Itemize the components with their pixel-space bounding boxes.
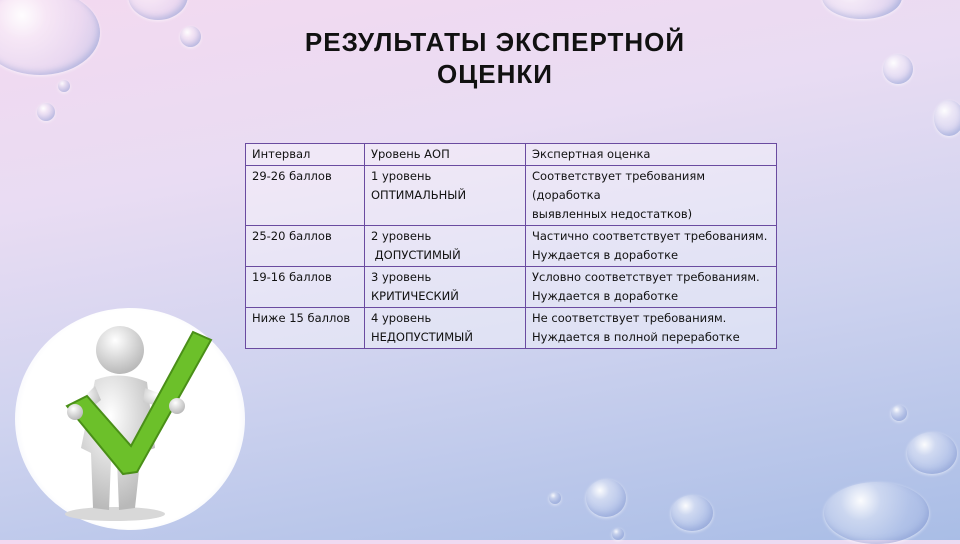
figure-illustration: [15, 308, 245, 530]
table-row: [246, 308, 777, 349]
water-bubble: [128, 0, 188, 20]
level-number: 2 уровень: [371, 229, 432, 243]
table-row: [246, 267, 777, 308]
table-header-cell: Уровень АОП: [365, 144, 526, 166]
level-number: 3 уровень: [371, 270, 432, 284]
rating-text: Соответствует требованиям (доработка: [532, 169, 705, 202]
rating-text: Нуждается в полной переработке: [532, 330, 740, 344]
water-bubble: [180, 26, 201, 47]
table-row: [246, 226, 777, 267]
level-name: КРИТИЧЕСКИЙ: [371, 289, 459, 303]
water-bubble: [612, 528, 624, 540]
level-cell: [365, 308, 526, 349]
water-bubble: [883, 54, 913, 84]
level-cell: [365, 226, 526, 267]
rating-text: Частично соответствует требованиям.: [532, 229, 768, 243]
interval-cell: Ниже 15 баллов: [246, 308, 365, 349]
water-bubble: [671, 495, 713, 531]
slide-title-line-2: ОЦЕНКИ: [437, 59, 553, 89]
level-cell: [365, 166, 526, 226]
water-bubble: [891, 405, 907, 421]
rating-text: Нуждается в доработке: [532, 289, 679, 303]
water-bubble: [934, 100, 960, 136]
rating-text: Нуждается в доработке: [532, 248, 679, 262]
level-number: 1 уровень: [371, 169, 432, 183]
water-bubble: [907, 432, 957, 474]
person-checkmark-icon: [15, 308, 245, 530]
table-row: [246, 166, 777, 226]
water-bubble: [586, 479, 626, 517]
rating-cell: [526, 308, 777, 349]
table-header-row: [246, 144, 777, 166]
level-cell: [365, 267, 526, 308]
rating-text: Условно соответствует требованиям.: [532, 270, 760, 284]
slide-title-line-1: РЕЗУЛЬТАТЫ ЭКСПЕРТНОЙ: [304, 27, 686, 57]
table-header-cell: Экспертная оценка: [526, 144, 777, 166]
table-header-cell: Интервал: [246, 144, 365, 166]
water-bubble: [37, 103, 55, 121]
slide-title: [270, 26, 720, 90]
rating-cell: [526, 166, 777, 226]
rating-cell: [526, 226, 777, 267]
level-name: ОПТИМАЛЬНЫЙ: [371, 188, 467, 202]
water-bubble: [549, 492, 561, 504]
rating-text: Не соответствует требованиям.: [532, 311, 727, 325]
interval-cell: 25-20 баллов: [246, 226, 365, 267]
level-name: НЕДОПУСТИМЫЙ: [371, 330, 473, 344]
expert-rating-table: [245, 143, 777, 349]
water-bubble: [824, 482, 929, 544]
rating-cell: [526, 267, 777, 308]
rating-text: выявленных недостатков): [532, 207, 693, 221]
level-number: 4 уровень: [371, 311, 432, 325]
water-bubble: [822, 0, 902, 19]
interval-cell: 29-26 баллов: [246, 166, 365, 226]
level-name: ДОПУСТИМЫЙ: [371, 248, 461, 262]
water-bubble: [0, 0, 100, 75]
interval-cell: 19-16 баллов: [246, 267, 365, 308]
water-bubble: [58, 80, 70, 92]
